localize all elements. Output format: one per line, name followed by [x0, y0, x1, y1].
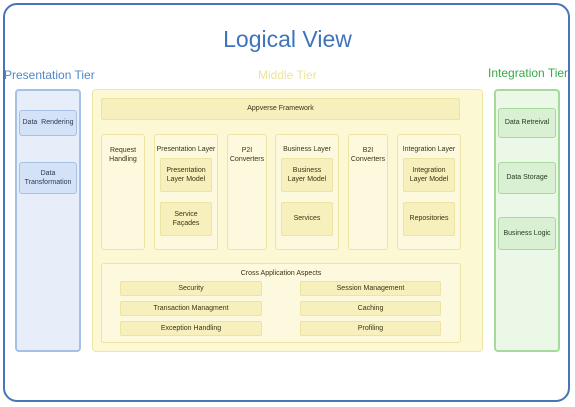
session-management-box: [300, 281, 441, 296]
b2i-converters-label: B2I Converters: [350, 147, 386, 164]
presentation-layer-model-box: [160, 158, 212, 192]
data-rendering-label: Data Rendering: [22, 119, 74, 127]
repositories-box: [403, 202, 455, 236]
data-transformation-label: Data Transformation: [24, 169, 72, 186]
presentation-layer-label: Presentation Layer: [156, 146, 216, 153]
appverse-framework-box: [101, 98, 460, 120]
presentation-layer-model-label: Presentation Layer Model: [166, 166, 206, 183]
service-facades-box: [160, 202, 212, 236]
diagram-title: Logical View: [223, 26, 352, 52]
presentation-tier-label: Presentation Tier: [4, 68, 95, 82]
session-management-label: Session Management: [336, 284, 405, 292]
caching-box: [300, 301, 441, 316]
data-retrieval-box: [498, 108, 556, 138]
data-rendering-box: [19, 110, 77, 136]
services-label: Services: [293, 215, 321, 223]
exception-handling-label: Exception Handling: [160, 324, 222, 332]
data-storage-label: Data Storage: [506, 174, 548, 182]
service-facades-label: Service Façades: [172, 210, 200, 227]
business-layer-model-box: [281, 158, 333, 192]
integration-layer-model-box: [403, 158, 455, 192]
exception-handling-box: [120, 321, 262, 336]
profiling-box: [300, 321, 441, 336]
transaction-management-box: [120, 301, 262, 316]
transaction-management-label: Transaction Managment: [153, 304, 229, 312]
profiling-label: Profiling: [357, 324, 384, 332]
p2i-converters-column: [227, 134, 267, 250]
caching-label: Caching: [357, 304, 384, 312]
integration-layer-model-label: Integration Layer Model: [409, 166, 449, 183]
data-transformation-box: [19, 162, 77, 194]
data-retrieval-label: Data Retreival: [504, 119, 550, 127]
services-box: [281, 202, 333, 236]
data-storage-box: [498, 162, 556, 194]
cross-application-aspects-label: Cross Application Aspects: [240, 270, 322, 277]
b2i-converters-column: [348, 134, 388, 250]
security-label: Security: [178, 284, 204, 292]
p2i-converters-label: P2I Converters: [229, 147, 265, 164]
business-layer-model-label: Business Layer Model: [287, 166, 327, 183]
security-box: [120, 281, 262, 296]
business-layer-label: Business Layer: [283, 146, 331, 153]
repositories-label: Repositories: [409, 215, 449, 223]
middle-tier-label: Middle Tier: [258, 68, 317, 82]
business-logic-box: [498, 217, 556, 250]
integration-tier-label: Integration Tier: [488, 66, 569, 80]
integration-layer-label: Integration Layer: [402, 146, 456, 153]
request-handling-label: Request Handling: [109, 147, 137, 164]
request-handling-column: [101, 134, 145, 250]
appverse-framework-label: Appverse Framework: [247, 105, 314, 113]
business-logic-label: Business Logic: [503, 229, 551, 237]
